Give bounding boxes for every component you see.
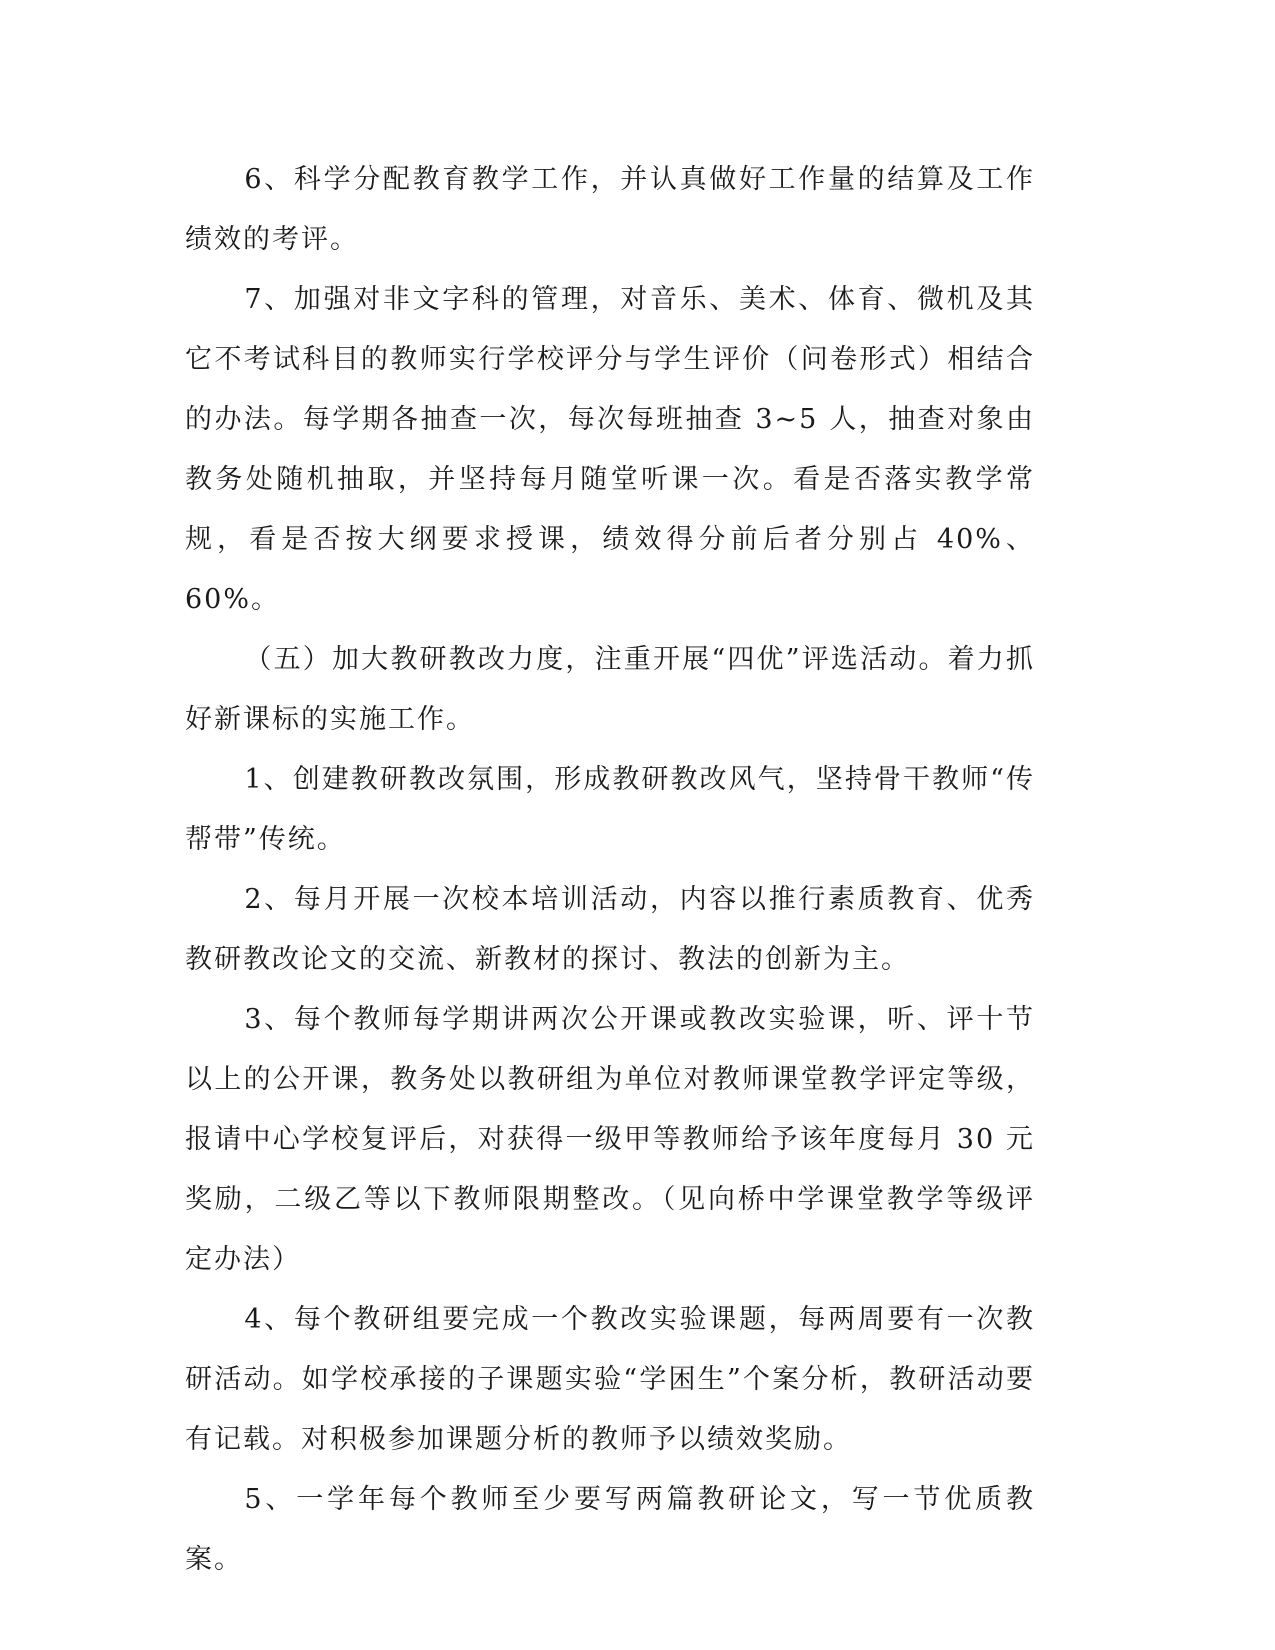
document-body: [185, 150, 1035, 1590]
paragraph-item-5: 5、一学年每个教师至少要写两篇教研论文，写一节优质教案。: [185, 1484, 1035, 1575]
paragraph-item-4: 4、每个教研组要完成一个教改实验课题，每两周要有一次教研活动。如学校承接的子课题实验“学困生”个案分析，教研活动要有记载。对积极参加课题分析的教师予以绩效奖励。: [185, 1304, 1035, 1455]
paragraph-item-6: 6、科学分配教育教学工作，并认真做好工作量的结算及工作绩效的考评。: [185, 164, 1035, 255]
section-heading-5: （五）加大教研教改力度，注重开展“四优”评选活动。着力抓好新课标的实施工作。: [185, 644, 1035, 735]
paragraph-item-1: 1、创建教研教改氛围，形成教研教改风气，坚持骨干教师“传帮带”传统。: [185, 764, 1035, 855]
paragraph-item-2: 2、每月开展一次校本培训活动，内容以推行素质教育、优秀教研教改论文的交流、新教材的探讨、教法的创新为主。: [185, 884, 1035, 975]
paragraph-item-3: 3、每个教师每学期讲两次公开课或教改实验课，听、评十节以上的公开课，教务处以教研组为单位对教师课堂教学评定等级，报请中心学校复评后，对获得一级甲等教师给予该年度每月 30 元奖励，二级乙等以下教师限期整改。（见向桥中学课堂教学等级评定办法）: [185, 1004, 1035, 1275]
paragraph-item-7: 7、加强对非文字科的管理，对音乐、美术、体育、微机及其它不考试科目的教师实行学校评分与学生评价（问卷形式）相结合的办法。每学期各抽查一次，每次每班抽查 3~5 人，抽查对象由教务处随机抽取，并坚持每月随堂听课一次。看是否落实教学常规，看是否按大纲要求授课，绩效得分前后者分别占 40%、60%。: [185, 284, 1035, 615]
